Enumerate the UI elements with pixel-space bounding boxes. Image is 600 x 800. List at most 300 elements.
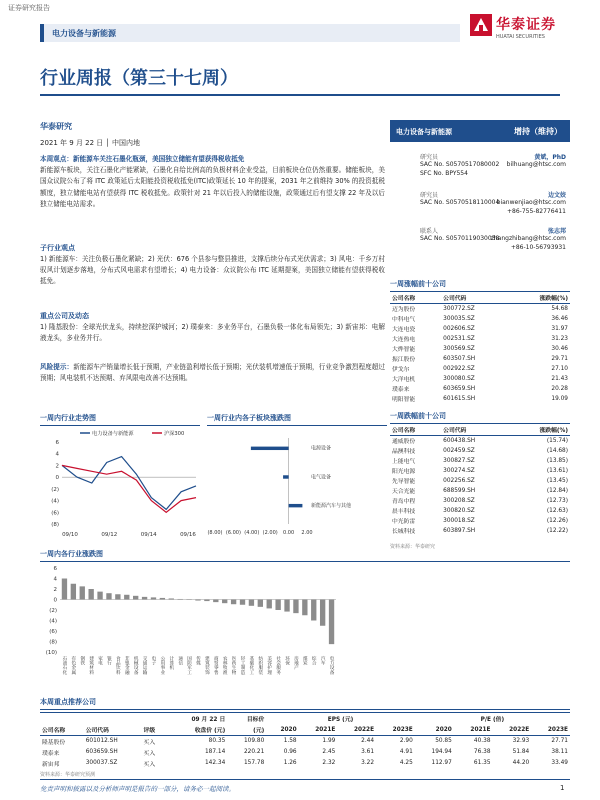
category-label: 计算机 xyxy=(168,656,174,670)
table-row xyxy=(390,446,570,456)
company-code-cell: 603897.SH xyxy=(443,527,476,534)
company-name-cell: 大连电瓷 xyxy=(392,327,416,333)
eps-cell: 4.25 xyxy=(399,760,413,766)
category-label: 农林牧渔 xyxy=(222,656,228,675)
losers-table xyxy=(390,424,570,536)
table-row xyxy=(390,466,570,476)
pe-cell: 76.38 xyxy=(473,749,491,755)
y-tick-label: (4) xyxy=(49,618,57,625)
col-header: 公司代码 xyxy=(441,292,509,304)
eps-cell: 0.96 xyxy=(283,749,297,755)
bar xyxy=(284,600,289,612)
category-label: 国防军工 xyxy=(186,656,192,675)
category-label: 美容护理 xyxy=(266,656,272,675)
bar xyxy=(106,593,111,599)
company-code-cell: 002606.SZ xyxy=(443,325,475,332)
eps-cell: 1.58 xyxy=(283,738,297,745)
company-name-cell: 先导智能 xyxy=(392,479,416,485)
change-pct-cell: 31.23 xyxy=(551,335,568,342)
table-row xyxy=(390,394,570,404)
col-header: 2022E xyxy=(337,724,376,736)
category-label: 电气设备 xyxy=(311,474,332,481)
company-name-cell: 青岛中程 xyxy=(392,499,416,505)
company-code-cell: 600438.SH xyxy=(443,437,476,444)
y-tick-label: 2 xyxy=(55,463,59,470)
company-code-cell: 300274.SZ xyxy=(443,467,475,474)
recommend-heading: 本周重点推荐公司 xyxy=(40,697,570,710)
analyst-sac: SAC No. S0570119030038 xyxy=(420,235,500,242)
company-name-cell: 明阳智能 xyxy=(392,397,416,403)
company-name-cell: 阳光电源 xyxy=(392,469,416,475)
category-label: 煤炭 xyxy=(302,656,308,666)
change-pct-cell: (12.63) xyxy=(546,507,568,514)
category-label: 汽车 xyxy=(320,656,326,666)
eps-cell: 1.26 xyxy=(283,760,297,766)
change-pct-cell: 30.46 xyxy=(551,345,568,352)
company-code-cell: 688599.SH xyxy=(443,487,476,494)
trend-chart xyxy=(40,428,200,540)
target-price-cell: 220.21 xyxy=(243,749,265,755)
table-row xyxy=(390,384,570,394)
company-name-cell: 振江股份 xyxy=(392,357,416,363)
y-tick-label: 0 xyxy=(55,475,59,482)
category-label: 机械设备 xyxy=(133,656,139,675)
y-tick-label: 0 xyxy=(53,597,57,604)
bar xyxy=(124,595,129,600)
price-cell: 142.34 xyxy=(204,760,226,766)
change-pct-cell: 21.43 xyxy=(551,375,568,382)
x-tick-label: 09/14 xyxy=(140,532,157,538)
rating-value: 增持（维持） xyxy=(514,127,562,136)
company-code-cell: 300827.SZ xyxy=(443,457,475,464)
y-tick-label: 6 xyxy=(53,566,57,572)
bar xyxy=(160,598,165,600)
analyst-email[interactable]: bianwenjiao@htsc.com xyxy=(496,199,566,206)
eps-cell: 2.44 xyxy=(361,738,375,745)
x-tick-label: 0.00 xyxy=(283,530,295,536)
category-label: 社会服务 xyxy=(275,656,281,675)
change-pct-cell: 29.71 xyxy=(551,355,568,362)
col-header: (元) xyxy=(227,724,266,736)
category-label: 建筑装饰 xyxy=(204,656,210,675)
rating-cell: 买入 xyxy=(143,750,156,757)
analyst-role: 研究员 xyxy=(420,192,439,199)
company-code-cell: 300820.SZ xyxy=(443,507,475,514)
legend-label: 电力设备与新能源 xyxy=(92,431,134,437)
logo-text-cn: 华泰证券 xyxy=(496,17,556,33)
category-label: 电源设备 xyxy=(311,445,332,452)
eps-cell: 2.90 xyxy=(399,738,413,745)
analyst-card xyxy=(390,152,570,182)
analyst-role: 研究员 xyxy=(420,154,439,161)
bar xyxy=(258,600,263,607)
company-name-cell: 通威股份 xyxy=(392,439,416,446)
pe-cell: 32.93 xyxy=(512,738,530,745)
bar xyxy=(169,598,174,599)
category-label: 基础化工 xyxy=(248,656,254,675)
series-line xyxy=(62,465,196,512)
x-tick-label: 09/12 xyxy=(101,532,118,538)
rating-cell: 买入 xyxy=(143,739,156,746)
category-label: 有色金属 xyxy=(70,656,76,675)
company-name-cell: 晶澳科技 xyxy=(392,449,416,455)
legend-label: 沪深300 xyxy=(164,431,185,437)
change-pct-cell: (13.61) xyxy=(546,467,568,474)
col-header: 涨跌幅(%) xyxy=(509,292,570,304)
company-name-cell: 璞泰来 xyxy=(392,387,410,393)
bar xyxy=(133,596,138,600)
summary-lead: 本周观点：新能源车关注石墨化瓶颈，美国独立储能有望获得税收抵免 xyxy=(40,155,245,163)
category-label: 环保 xyxy=(284,656,290,666)
eps-cell: 2.45 xyxy=(322,749,336,755)
change-pct-cell: 27.10 xyxy=(551,365,568,372)
bar xyxy=(62,579,67,600)
category-label: 电力设备 xyxy=(329,656,335,675)
category-label: 通信 xyxy=(177,656,183,666)
category-label: 轻工制造 xyxy=(240,656,246,675)
table-row xyxy=(390,304,570,314)
pe-cell: 61.35 xyxy=(473,760,491,766)
table-row xyxy=(390,516,570,526)
logo-text-en: HUATAI SECURITIES xyxy=(496,34,545,40)
losers-source: 资料来源：华泰研究 xyxy=(390,544,436,550)
price-cell: 80.35 xyxy=(208,738,226,745)
table-row xyxy=(390,456,570,466)
company-name-cell: 伊戈尔 xyxy=(392,367,410,373)
company-code-cell: 603507.SH xyxy=(443,355,476,362)
bar xyxy=(283,475,289,478)
industry-chart-heading: 一周内各行业涨跌图 xyxy=(40,549,570,562)
y-tick-label: (10) xyxy=(45,650,57,656)
table-row xyxy=(390,486,570,496)
company-name-cell: 大连热电 xyxy=(392,337,416,343)
y-tick-label: (2) xyxy=(51,486,59,493)
category-label: 非银金融 xyxy=(124,656,130,675)
col-header: 2020 xyxy=(415,724,454,736)
col-header: 收盘价 (元) xyxy=(167,724,228,736)
eps-cell: 4.91 xyxy=(399,749,413,755)
analyst-card xyxy=(390,190,570,220)
company-name-cell: 大烨智能 xyxy=(392,347,416,353)
y-tick-label: (8) xyxy=(51,522,59,528)
table-row xyxy=(390,436,570,446)
category-label: 钢铁 xyxy=(79,656,85,666)
title-divider xyxy=(40,94,560,96)
company-name-cell: 大洋电机 xyxy=(392,377,416,383)
col-header: 公司代码 xyxy=(84,724,142,736)
eps-group-header: EPS (元) xyxy=(266,713,415,725)
category-label: 交通运输 xyxy=(142,656,148,675)
target-price-cell: 109.80 xyxy=(243,738,265,745)
table-row xyxy=(40,747,570,758)
col-header: 公司代码 xyxy=(441,424,509,436)
subsector-chart-heading: 一周行业内各子板块涨跌图 xyxy=(207,413,387,426)
sub-industry-body: 1) 新能源车：关注负极石墨化紧缺；2) 光伏：676 个县参与整县推进，支撑后续分布式光伏需求；3) 风电：千乡万村驭风计划逐步落地，分布式风电需求有望增长；4) 电力设备：众议院公布 ITC 延期提案，美国独立储能有望获得税收抵免。 xyxy=(40,255,385,286)
analyst-phone: +86-10-56793931 xyxy=(510,244,566,251)
analyst-sac: SAC No. S0570517080002 xyxy=(420,161,500,168)
bar xyxy=(302,600,307,616)
disclaimer-note: 免责声明和披露以及分析师声明是报告的一部分，请务必一起阅读。 xyxy=(40,785,235,793)
company-name-cell: 隆基股份 xyxy=(42,739,66,746)
pe-cell: 40.38 xyxy=(473,738,491,745)
change-pct-cell: (13.45) xyxy=(546,477,568,484)
gainers-table xyxy=(390,292,570,404)
target-col-header: 目标价 xyxy=(227,713,266,725)
sub-industry-heading: 子行业观点 xyxy=(40,244,75,252)
huatai-logo xyxy=(470,12,580,52)
company-code-cell: 601615.SH xyxy=(443,395,476,402)
company-code-cell: 300037.SZ xyxy=(85,760,118,766)
category-label: 公用事业 xyxy=(159,656,165,675)
y-tick-label: 4 xyxy=(55,451,59,458)
company-code-cell: 603659.SH xyxy=(85,749,118,755)
pe-cell: 50.85 xyxy=(435,738,452,745)
pe-group-header: P/E (倍) xyxy=(415,713,570,725)
change-pct-cell: 36.46 xyxy=(551,315,568,322)
category-label: 商贸零售 xyxy=(213,656,219,675)
analyst-role: 联系人 xyxy=(420,228,439,235)
company-name-cell: 中光防雷 xyxy=(392,519,416,525)
category-label: 医药生物 xyxy=(231,656,237,675)
trend-chart-heading: 一周内行业走势图 xyxy=(40,413,200,426)
huatai-logo-icon xyxy=(470,14,492,36)
x-tick-label: (8.00) xyxy=(207,530,223,536)
eps-cell: 3.61 xyxy=(361,749,375,755)
bar xyxy=(80,586,85,599)
change-pct-cell: (12.84) xyxy=(546,487,568,494)
company-name-cell: 璞泰来 xyxy=(42,750,60,757)
y-tick-label: 2 xyxy=(53,587,57,593)
col-header: 2020 xyxy=(266,724,298,736)
research-label: 华泰研究 xyxy=(40,122,72,131)
analyst-email[interactable]: bilhuang@htsc.com xyxy=(506,161,566,168)
analyst-name: 黄斌，PhD xyxy=(534,154,566,161)
bar xyxy=(195,600,200,601)
pe-cell: 112.97 xyxy=(431,760,452,766)
bar xyxy=(71,584,76,600)
company-code-cell: 300772.SZ xyxy=(443,305,475,312)
bar xyxy=(267,600,272,609)
category-label: 食品饮料 xyxy=(115,656,121,675)
x-tick-label: 09/16 xyxy=(180,532,196,538)
bar xyxy=(289,504,303,507)
company-name-cell: 新宙邦 xyxy=(42,761,60,768)
category-label: 石油石化 xyxy=(61,656,67,675)
col-header: 2023E xyxy=(376,724,415,736)
change-pct-cell: 54.68 xyxy=(551,305,568,312)
company-name-cell: 晨丰科技 xyxy=(392,509,416,515)
col-header: 2022E xyxy=(493,724,532,736)
summary-body: 新能源车板块，关注石墨化产能紧缺，石墨化自给比例高的负极材料企业受益，目前板块仓位仍然重要。储能板块，美国众议院公布了将 ITC 政策延后太阳能投资税收抵免(ITC)政策延长 10 年的提案，2031 年之前维持 30% 的投资抵税额度，独立储能电站有望获得 ITC 税收抵免。政策针对 21 年以后投入的储能设施，政策通过后有望支撑 22 年及以后独立储能电站需求。 xyxy=(40,166,385,208)
y-tick-label: (6) xyxy=(51,510,59,517)
table-row xyxy=(390,476,570,486)
table-row xyxy=(390,506,570,516)
pe-cell: 44.20 xyxy=(512,760,530,766)
y-tick-label: (4) xyxy=(51,498,59,505)
change-pct-cell: (12.26) xyxy=(546,517,568,524)
y-tick-label: 4 xyxy=(53,576,57,583)
bar xyxy=(97,592,102,600)
recommend-source: 资料来源：华泰研究预测 xyxy=(40,772,96,778)
bar xyxy=(275,600,280,611)
table-row xyxy=(390,364,570,374)
bar xyxy=(240,600,245,605)
bar xyxy=(329,600,334,645)
company-code-cell: 002531.SZ xyxy=(443,335,475,342)
bar xyxy=(251,447,289,450)
eps-cell: 1.99 xyxy=(322,738,336,745)
table-row xyxy=(390,374,570,384)
change-pct-cell: 19.09 xyxy=(551,395,568,402)
bar xyxy=(293,600,298,614)
y-tick-label: (6) xyxy=(49,629,57,635)
company-code-cell: 603659.SH xyxy=(443,385,476,392)
company-code-cell: 002256.SZ xyxy=(443,477,475,484)
x-tick-label: (2.00) xyxy=(262,530,278,536)
table-row xyxy=(390,354,570,364)
analyst-phone: +86-755-82776411 xyxy=(507,208,566,215)
col-header: 2021E xyxy=(299,724,338,736)
gainers-heading: 一周涨幅前十公司 xyxy=(390,279,570,292)
losers-heading: 一周跌幅前十公司 xyxy=(390,411,570,424)
bar xyxy=(204,600,209,602)
table-row xyxy=(390,526,570,536)
eps-cell: 2.32 xyxy=(322,760,336,766)
x-tick-label: (6.00) xyxy=(225,530,241,536)
change-pct-cell: (12.73) xyxy=(546,497,568,504)
date-col-header: 09 月 22 日 xyxy=(167,713,228,725)
company-name-cell: 中科电气 xyxy=(392,317,416,323)
page-number: 1 xyxy=(560,784,565,792)
company-name-cell: 天合光能 xyxy=(392,489,416,495)
change-pct-cell: 31.97 xyxy=(551,325,568,332)
col-header: 2023E xyxy=(531,724,570,736)
analyst-name: 边文姣 xyxy=(547,192,566,199)
bar xyxy=(115,594,120,599)
company-code-cell: 002459.SZ xyxy=(443,447,475,454)
table-row xyxy=(390,344,570,354)
x-tick-label: 2.00 xyxy=(301,530,313,536)
analyst-name: 张志邦 xyxy=(547,228,566,235)
company-code-cell: 300018.SZ xyxy=(443,517,475,524)
table-row xyxy=(390,334,570,344)
analyst-sfc: SFC No. BPY554 xyxy=(420,170,468,177)
company-name-cell: 上能电气 xyxy=(392,459,416,465)
col-header: 涨跌幅(%) xyxy=(509,424,570,436)
bar xyxy=(213,600,218,603)
table-row xyxy=(390,314,570,324)
col-header: 公司名称 xyxy=(390,292,441,304)
category-label: 电子 xyxy=(150,656,156,666)
eps-cell: 3.22 xyxy=(361,760,375,766)
x-tick-label: (4.00) xyxy=(244,530,260,536)
col-header: 评级 xyxy=(142,724,167,736)
category-label: 银行 xyxy=(106,656,112,666)
company-code-cell: 300569.SZ xyxy=(443,345,475,352)
company-code-cell: 300035.SZ xyxy=(443,315,475,322)
y-tick-label: (2) xyxy=(49,608,57,614)
category-label: 建筑材料 xyxy=(88,656,94,675)
category-label: 纺织服装 xyxy=(257,656,263,675)
sector-bar xyxy=(40,24,460,42)
company-name-cell: 长城科技 xyxy=(392,529,416,535)
bar xyxy=(142,597,147,600)
analyst-email[interactable]: zhangzhibang@htsc.com xyxy=(490,235,566,242)
change-pct-cell: (12.22) xyxy=(546,527,568,534)
change-pct-cell: (15.74) xyxy=(546,437,568,444)
bar xyxy=(311,600,316,621)
bar xyxy=(178,599,183,600)
recommend-table xyxy=(40,712,570,769)
document-type-label: 证券研究报告 xyxy=(8,4,50,12)
pe-cell: 33.49 xyxy=(551,760,568,766)
risk-body: 新能源车产销量增长低于预期，产业链盈利增长低于预期；光伏装机增速低于预期，行业竞争激烈程度超过预期；风电装机不达预期、弃风限电改善不达预期。 xyxy=(40,363,386,383)
category-label: 新能源汽车与其他 xyxy=(311,502,352,509)
change-pct-cell: (14.68) xyxy=(546,447,568,454)
bar xyxy=(231,600,236,605)
col-header: 公司名称 xyxy=(390,424,441,436)
pe-cell: 38.11 xyxy=(551,749,568,755)
y-tick-label: (8) xyxy=(49,639,57,646)
bar xyxy=(320,600,325,626)
category-label: 家电 xyxy=(97,656,103,666)
col-header: 公司名称 xyxy=(40,724,84,736)
price-cell: 187.14 xyxy=(204,749,226,755)
date-line: 2021 年 9 月 22 日 │ 中国内地 xyxy=(40,139,140,147)
change-pct-cell: (13.85) xyxy=(546,457,568,464)
summary-section xyxy=(40,154,385,210)
industry-chart xyxy=(40,562,340,688)
rating-cell: 买入 xyxy=(143,761,156,768)
table-row xyxy=(40,736,570,747)
company-code-cell: 002922.SZ xyxy=(443,365,475,372)
col-header: 2021E xyxy=(454,724,493,736)
risk-section xyxy=(40,362,385,384)
company-code-cell: 300208.SZ xyxy=(443,497,475,504)
change-pct-cell: 20.28 xyxy=(551,385,568,392)
rating-sector: 电力设备与新能源 xyxy=(396,128,452,136)
table-row xyxy=(40,758,570,769)
company-code-cell: 300080.SZ xyxy=(443,375,475,382)
rating-bar xyxy=(390,120,570,142)
y-tick-label: 6 xyxy=(55,440,59,446)
x-tick-label: 09/10 xyxy=(62,532,78,538)
company-news-heading: 重点公司及动态 xyxy=(40,312,89,320)
risk-heading: 风险提示： xyxy=(40,363,74,371)
table-row xyxy=(390,496,570,506)
company-news-body: 1) 隆基股份：全球光伏龙头，持续挖深护城河；2) 璞泰来：多业务平台，石墨负极一体化布局领先；3) 新宙邦：电解液龙头，多业务并行。 xyxy=(40,323,385,343)
bar xyxy=(88,589,93,600)
sector-label: 电力设备与新能源 xyxy=(52,29,116,38)
table-row xyxy=(390,324,570,334)
page-title: 行业周报（第三十七周） xyxy=(40,68,238,89)
bar xyxy=(222,600,227,604)
category-label: 综合 xyxy=(311,656,317,666)
analyst-sac: SAC No. S0570518110004 xyxy=(420,199,500,206)
company-code-cell: 601012.SH xyxy=(85,738,118,745)
bar xyxy=(249,600,254,606)
category-label: 房地产 xyxy=(293,656,299,670)
subsector-chart xyxy=(207,428,387,540)
bar xyxy=(151,597,156,599)
category-label: 传媒 xyxy=(195,656,201,666)
analyst-card xyxy=(390,226,570,256)
pe-cell: 27.71 xyxy=(551,738,568,745)
target-price-cell: 157.78 xyxy=(243,760,265,766)
pe-cell: 194.94 xyxy=(431,749,452,755)
pe-cell: 51.84 xyxy=(512,749,530,755)
series-line xyxy=(62,457,196,510)
